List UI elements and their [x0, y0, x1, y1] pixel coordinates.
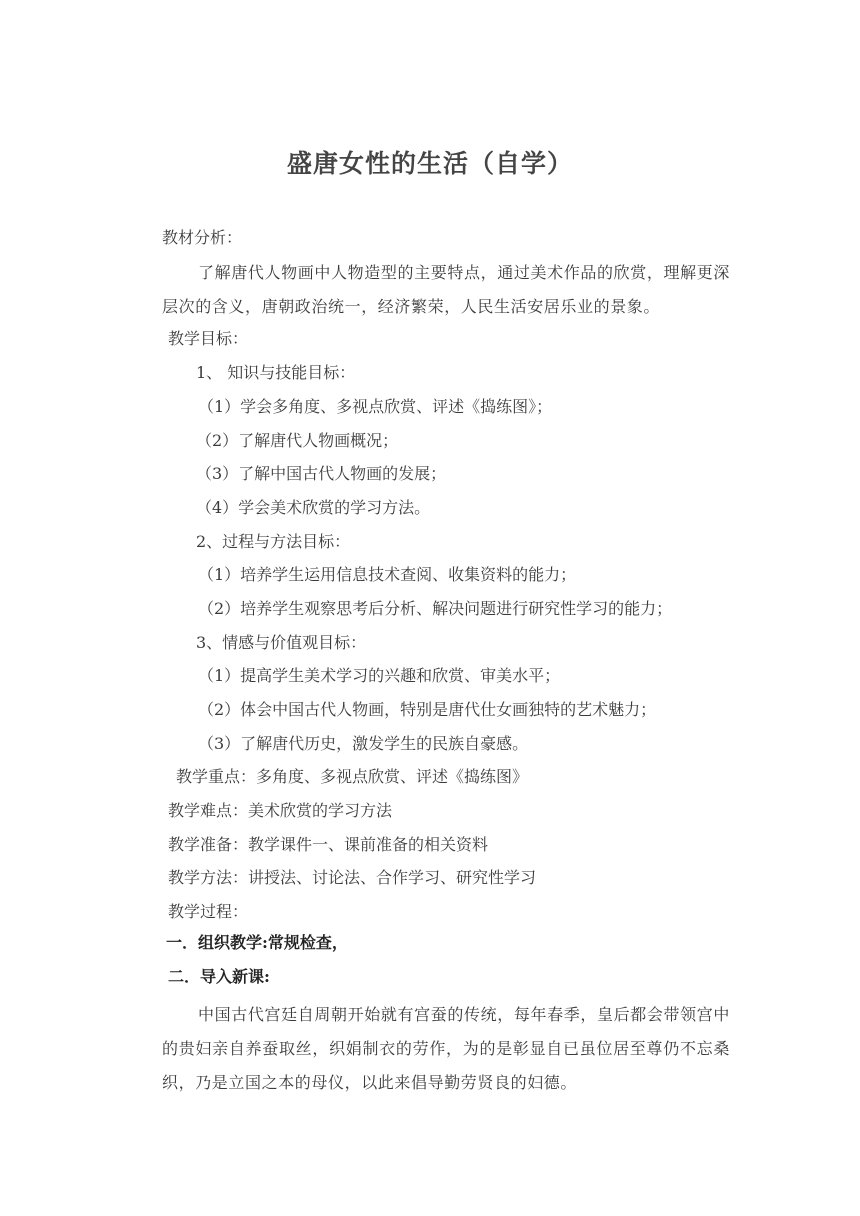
goal2-item: （2）培养学生观察思考后分析、解决问题进行研究性学习的能力；	[198, 599, 673, 618]
goal3-item: （2）体会中国古代人物画，特别是唐代仕女画独特的艺术魅力；	[198, 700, 657, 719]
analysis-paragraph: 了解唐代人物画中人物造型的主要特点，通过美术作品的欣赏，理解更深层次的含义，唐朝政治统一，经济繁荣，人民生活安居乐业的景象。	[162, 263, 730, 316]
goal1-item: （4）学会美术欣赏的学习方法。	[196, 498, 431, 517]
goal1-heading: 1、 知识与技能目标：	[196, 363, 356, 382]
goal3-heading: 3、情感与价值观目标：	[196, 633, 367, 652]
difficulty: 教学难点：美术欣赏的学习方法	[168, 801, 393, 820]
preparation: 教学准备：教学课件一、课前准备的相关资料	[168, 835, 489, 854]
goal2-heading: 2、过程与方法目标：	[196, 532, 351, 551]
goal3-item: （1）提高学生美术学习的兴趣和欣赏、审美水平；	[198, 666, 561, 685]
goal1-item: （3）了解中国古代人物画的发展；	[196, 464, 447, 483]
analysis-heading: 教材分析：	[162, 228, 243, 247]
step-intro: 二．导入新课:	[168, 967, 270, 986]
intro-paragraph: 中国古代宫廷自周朝开始就有宫蚕的传统，每年春季，皇后都会带领宫中的贵妇亲自养蚕取丝，织娟制衣的劳作，为的是彰显自已虽位居至尊仍不忘桑织，乃是立国之本的母仪，以此来倡导勤劳贤良的妇德。	[162, 1005, 730, 1092]
goal1-item: （1）学会多角度、多视点欣赏、评述《捣练图》；	[198, 397, 553, 416]
goals-heading: 教学目标：	[168, 329, 249, 348]
key-point: 教学重点：多角度、多视点欣赏、评述《捣练图》	[176, 767, 529, 786]
goal1-item: （2）了解唐代人物画概况；	[196, 431, 399, 450]
page-title: 盛唐女性的生活（自学）	[286, 149, 573, 178]
goal3-item: （3）了解唐代历史，激发学生的民族自豪感。	[198, 734, 529, 753]
step-organize: 一．组织教学:常规检查，	[166, 933, 348, 952]
methods: 教学方法：讲授法、讨论法、合作学习、研究性学习	[168, 868, 537, 887]
goal2-item: （1）培养学生运用信息技术查阅、收集资料的能力；	[198, 565, 577, 584]
process-heading: 教学过程：	[168, 902, 249, 921]
